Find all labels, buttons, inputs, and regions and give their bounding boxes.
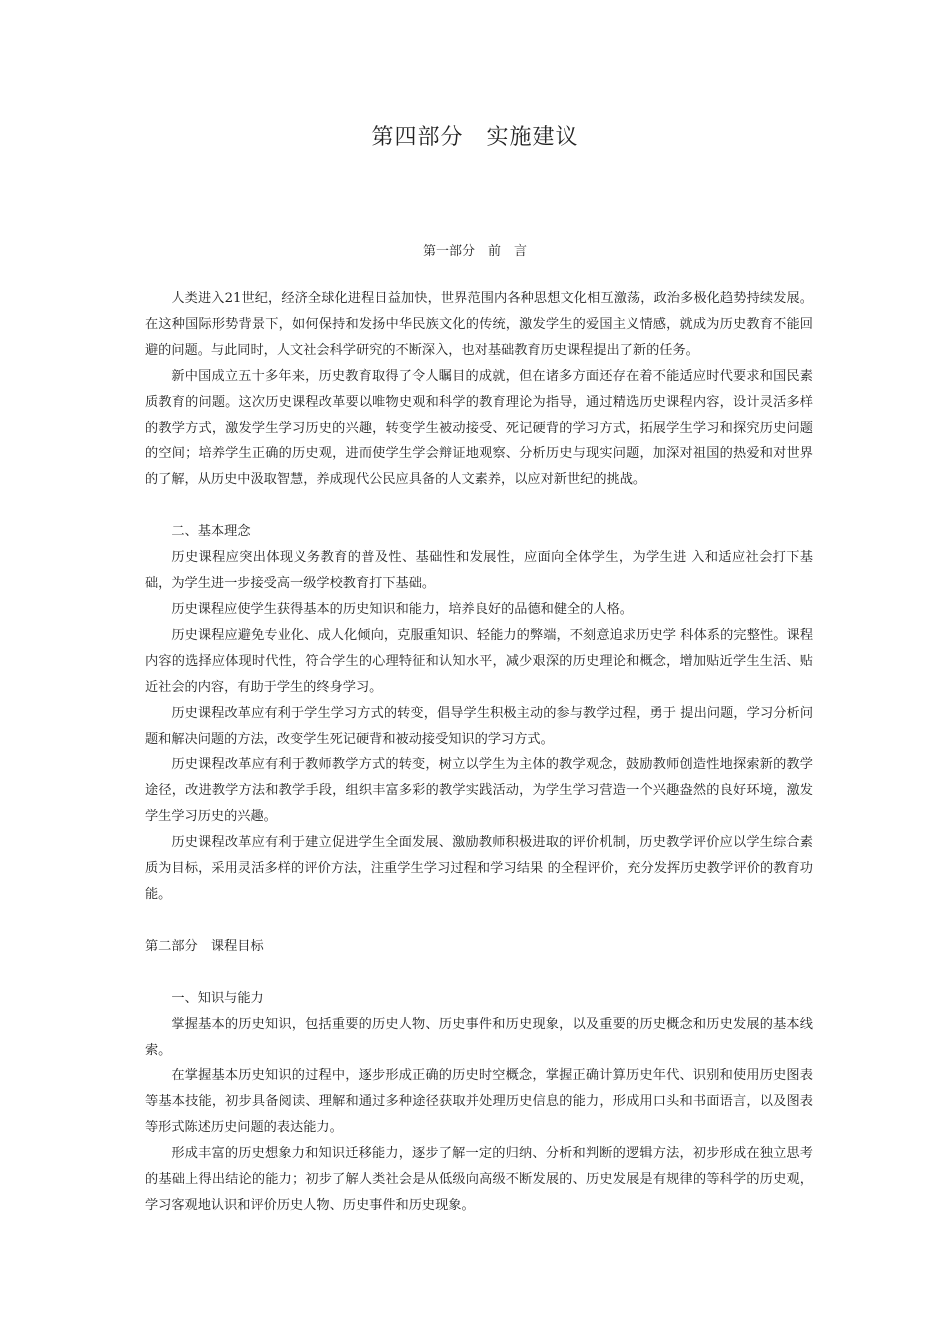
ideas-paragraph: 历史课程应避免专业化、成人化倾向，克服重知识、轻能力的弊端，不刻意追求历史学 科体系的完整性。课程内容的选择应体现时代性，符合学生的心理特征和认知水平，减少艰深的历史理论和概念，增加贴近学生生活、贴近社会的内容，有助于学生的终身学习。 [145,627,813,695]
knowledge-paragraph: 形成丰富的历史想象力和知识迁移能力，逐步了解一定的归纳、分析和判断的逻辑方法，初步形成在独立思考的基础上得出结论的能力；初步了解人类社会是从低级向高级不断发展的、历史发展是有规律的等科学的历史观，学习客观地认识和评价历史人物、历史事件和历史现象。 [145,1146,813,1213]
ideas-paragraph: 历史课程改革应有利于教师教学方式的转变，树立以学生为主体的教学观念，鼓励教师创造性地探索新的教学途径，改进教学方法和教学手段，组织丰富多彩的教学实践活动，为学生学习营造一个兴趣盎然的良好环境，激发学生学习历史的兴趣。 [145,757,813,825]
part1-heading: 第一部分 前 言 [422,244,527,259]
section-heading-knowledge: 一、知识与能力 [171,990,264,1006]
intro-paragraph: 人类进入21世纪，经济全球化进程日益加快，世界范围内各种思想文化相互激荡，政治多极化趋势持续发展。在这种国际形势背景下，如何保持和发扬中华民族文化的传统，激发学生的爱国主义情感，就成为历史教育不能回避的问题。与此同时，人文社会科学研究的不断深入，也对基础教育历史课程提出了新的任务。 [145,291,813,358]
intro-paragraph: 新中国成立五十多年来，历史教育取得了令人瞩目的成就，但在诸多方面还存在着不能适应时代要求和国民素质教育的问题。这次历史课程改革要以唯物史观和科学的教育理论为指导，通过精选历史课程内容，设计灵活多样的教学方式，激发学生学习历史的兴趣，转变学生被动接受、死记硬背的学习方式，拓展学生学习和探究历史问题的空间；培养学生正确的历史观，进而使学生学会辩证地观察、分析历史与现实问题，加深对祖国的热爱和对世界的了解，从历史中汲取智慧，养成现代公民应具备的人文素养，以应对新世纪的挑战。 [145,368,813,488]
part2-heading: 第二部分 课程目标 [145,938,264,954]
ideas-paragraph: 历史课程应使学生获得基本的历史知识和能力，培养良好的品德和健全的人格。 [171,601,633,617]
knowledge-paragraph: 掌握基本的历史知识，包括重要的历史人物、历史事件和历史现象，以及重要的历史概念和历史发展的基本线索。 [145,1016,813,1058]
ideas-paragraph: 历史课程改革应有利于学生学习方式的转变，倡导学生积极主动的参与教学过程，勇于 提出问题，学习分析问题和解决问题的方法，改变学生死记硬背和被动接受知识的学习方式。 [145,705,813,747]
section-heading-basic-ideas: 二、基本理念 [171,524,251,540]
ideas-paragraph: 历史课程应突出体现义务教育的普及性、基础性和发展性，应面向全体学生，为学生进 入和适应社会打下基础，为学生进一步接受高一级学校教育打下基础。 [145,550,813,592]
document-body [145,286,813,1219]
ideas-paragraph: 历史课程改革应有利于建立促进学生全面发展、激励教师积极进取的评价机制，历史教学评价应以学生综合素质为目标，采用灵活多样的评价方法，注重学生学习过程和学习结果 的全程评价，充分发挥历史教学评价的教育功能。 [145,835,813,902]
page-title: 第四部分 实施建议 [371,125,579,150]
knowledge-paragraph: 在掌握基本历史知识的过程中，逐步形成正确的历史时空概念，掌握正确计算历史年代、识别和使用历史图表等基本技能，初步具备阅读、理解和通过多种途径获取并处理历史信息的能力，形成用口头和书面语言，以及图表等形式陈述历史问题的表达能力。 [145,1068,813,1136]
